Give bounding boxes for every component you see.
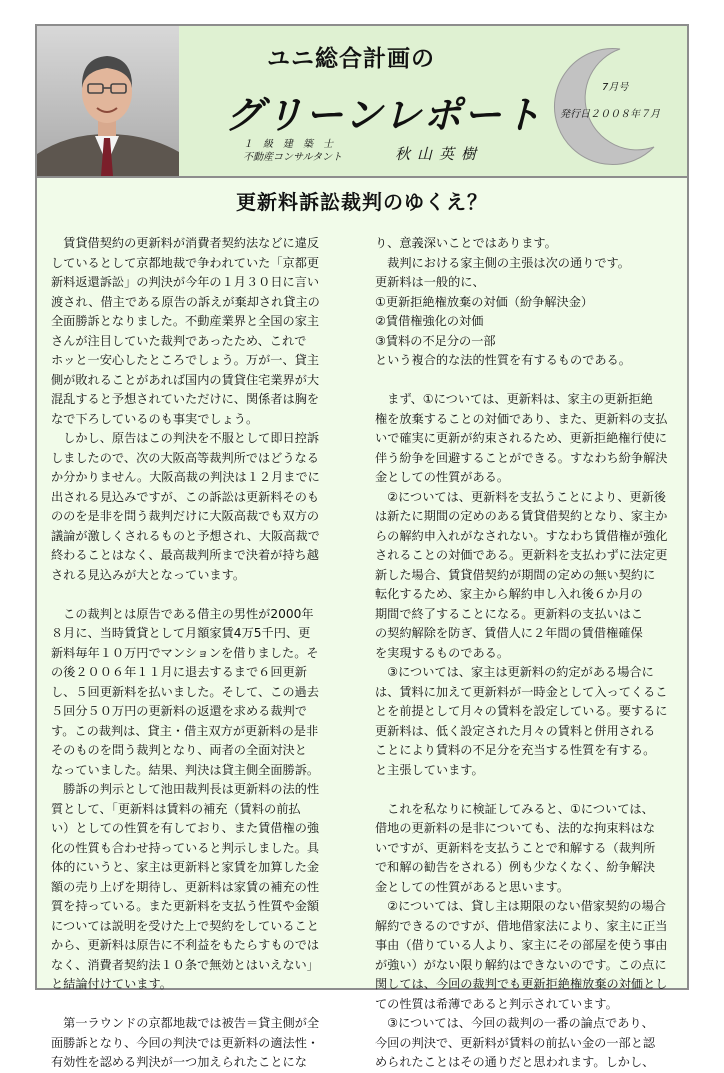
article-text-line: は、賃料に加えて更新料が一時金として入ってくるこ (375, 684, 668, 699)
article-text-line: 有効性を認める判決が一つ加えられたことにな (51, 1055, 307, 1069)
article-text-line: 新した場合、賃貸借契約が期間の定めの無い契約に (375, 567, 656, 582)
newsletter-header (37, 26, 687, 178)
publish-date: 発行日２００８年７月 (560, 109, 660, 120)
article-text-line (51, 995, 361, 1015)
article-text-line: そのものを問う裁判となり、両者の全面対決と (51, 743, 307, 757)
article-text-line: ②賃借権強化の対価 (375, 314, 484, 328)
article-text-line: さんが注目していた裁判であったため、これで (51, 333, 307, 348)
article-text-line: これを私なりに検証してみると、①については、 (375, 801, 654, 816)
article-text-line: されることの対価である。更新料を支払わずに法定更 (375, 548, 668, 562)
article-text-line: この裁判とは原告である借主の男性が2000年 (51, 606, 314, 621)
article-text-line (375, 371, 675, 391)
article-text-line: まず、①については、更新料は、家主の更新拒絶 (375, 392, 653, 406)
article-text-line: ての性質は希薄であると判示されています。 (375, 996, 618, 1011)
article-text-line: については説明を受けた上で契約をしていること (51, 918, 319, 933)
newsletter-title-line2: グリーンレポート (225, 93, 544, 137)
article-text-line: いで確実に更新が約束されるため、更新拒絶権行使に (375, 431, 668, 445)
article-text-line: らの解約申入れがなされない。すなわち賃借権が強化 (375, 528, 668, 543)
article-text-line: 金としての性質があると思います。 (375, 879, 570, 894)
article-text-line: なく、消費者契約法１０条で無効とはいえない」 (51, 957, 319, 972)
author-name: 秋山英樹 (395, 145, 484, 163)
article-text-line: 更新料は一般的に、 (375, 275, 485, 289)
article-text-line: は新たに期間の定めのある賃貸借契約となり、家主か (375, 509, 668, 523)
article-text-line: と結論付けています。 (51, 977, 172, 991)
article-text-line: ②については、更新料を支払うことにより、更新後 (375, 489, 666, 504)
article-text-line: す。この裁判は、貸主・借主双方が更新料の是非 (51, 723, 319, 738)
article-text-line: 裁判における家主側の主張は次の通りです。 (375, 255, 630, 270)
article-text-line: ５回分５０万円の更新料の返還を求める裁判で (51, 704, 307, 718)
article-text-line: なで下ろしているのも事実でしょう。 (51, 411, 259, 426)
article-text-line: 賃貸借契約の更新料が消費者契約法などに違反 (51, 236, 320, 250)
article-text-line: 伴う紛争を回避することができる。すなわち紛争解決 (375, 450, 668, 465)
article-right-column (375, 234, 675, 1073)
article-text-line: められたことはその通りだと思われます。しかし、 (375, 1055, 655, 1069)
article-text-line: 面勝訴となり、今回の判決では更新料の適法性・ (51, 1035, 320, 1050)
article-text-line: 権を放棄することの対価であり、また、更新料の支払 (375, 411, 668, 426)
article-text-line: という複合的な法的性質を有するものである。 (375, 353, 631, 367)
article-text-line: から、更新料は原告に不利益をもたらすものでは (51, 938, 320, 952)
article-text-line: の後２００６年１１月に退去するまで６回更新 (51, 665, 307, 679)
article-text-line: 新料毎年１０万円でマンションを借りました。そ (51, 645, 319, 660)
article-text-line: 質を持っている。また更新料を支払う性質や金額 (51, 899, 320, 913)
article-text-line: 関しては、今回の裁判でも更新拒絶権放棄の対価とし (375, 977, 668, 991)
article-text-line: 議論が激しくされるものと予想され、大阪高裁で (51, 528, 320, 543)
article-text-line: と主張しています。 (375, 762, 484, 777)
article-text-line: 解約できるのですが、借地借家法により、家主に正当 (375, 918, 668, 933)
article-text-line: を実現するものである。 (375, 645, 510, 660)
article-text-line: 終わることはなく、最高裁判所まで決着が持ち越 (51, 548, 319, 562)
article-text-line: 更新料は、低く設定された月々の賃料と併用される (375, 723, 656, 738)
article-text-line: ③については、今回の裁判の一番の論点であり、 (375, 1016, 654, 1030)
article-text-line: か分かりません。大阪高裁の判決は１２月までに (51, 470, 320, 484)
article-text-line: 金としての性質がある。 (375, 470, 510, 484)
article-text-line: り、意義深いことではあります。 (375, 236, 557, 250)
article-text-line: 事由（借りている人より、家主にその部屋を使う事由 (375, 938, 668, 952)
article-text-line: 全面勝訴となりました。不動産業界と全国の家主 (51, 314, 320, 328)
crescent-moon-icon (542, 41, 657, 166)
article-text-line: ホッと一安心したところでしょう。万が一、貸主 (51, 353, 320, 367)
article-text-line: ②については、貸し主は期限のない借家契約の場合 (375, 899, 666, 913)
credential-consultant: 不動産コンサルタント (243, 152, 343, 163)
newsletter-page (35, 24, 689, 1069)
author-photo (37, 26, 179, 176)
article-text-line: 側が敗れることがあれば国内の賃貸住宅業界が大 (51, 372, 320, 387)
article-text-line: 体的にいうと、家主は更新料と家賃を加算した金 (51, 860, 320, 874)
article-text-line: 期間で終了することになる。更新料の支払いはこ (375, 606, 644, 621)
article-text-line: 第一ラウンドの京都地裁では被告＝貸主側が全 (51, 1016, 320, 1030)
article-text-line: で和解の勧告をされる）例も少なくなく、紛争解決 (375, 860, 656, 874)
article-text-line: 混乱すると予想されていただけに、関係者は胸を (51, 392, 320, 406)
article-text-line: ことにより賃料の不足分を充当する性質を有する。 (375, 743, 656, 757)
article-text-line (51, 585, 361, 605)
author-credentials (243, 138, 342, 164)
article-text-line: 渡され、借主である原告の訴えが棄却され貸主の (51, 294, 320, 309)
article-text-line: される見込みが大となっています。 (51, 567, 246, 582)
article-left-column (51, 234, 361, 1073)
article-text-line: の契約解除を防ぎ、賃借人に２年間の賃借権確保 (375, 626, 643, 640)
article-text-line: し、５回更新料を払いました。そして、この過去 (51, 684, 319, 699)
article-text-line: ののを是非を問う裁判だけに大阪高裁でも双方の (51, 509, 320, 523)
article-text-line: 勝訴の判示として池田裁判長は更新料の法的性 (51, 782, 320, 796)
article-text-line: しているとして京都地裁で争われていた「京都更 (51, 255, 320, 270)
article-text-line: 今回の判決で、更新料が賃料の前払い金の一部と認 (375, 1035, 656, 1050)
article-text-line: なっていました。結果、判決は貸主側全面勝訴。 (51, 762, 320, 777)
article-text-line: 質として、「更新料は賃料の補充（賃料の前払 (51, 801, 301, 816)
article-text-line: ③賃料の不足分の一部 (375, 333, 496, 348)
article-text-line: いですが、更新料を支払うことで和解する（裁判所 (375, 840, 656, 855)
article-text-line: ③については、家主は更新料の約定がある場合に (375, 665, 654, 679)
article-text-line: 額の売り上げを期待し、更新料は家賃の補充の性 (51, 879, 320, 894)
article-text-line: しましたので、次の大阪高等裁判所ではどうなる (51, 450, 319, 465)
article-text-line: 転化するため、家主から解約申し入れ後６か月の (375, 587, 643, 601)
article-text-line: 新料返還訴訟」の判決が今年の１月３０日に言い (51, 275, 320, 289)
credential-architect: １ 級 建 築 士 (243, 139, 333, 150)
article-text-line: ８月に、当時賃貸として月額家賃4万5千円、更 (51, 626, 311, 640)
article-headline: 更新料訴訟裁判のゆくえ？ (236, 190, 488, 214)
article-text-line (375, 780, 675, 800)
article-text-line: 借地の更新料の是非についても、法的な拘束料はな (375, 821, 656, 835)
article-text-line: が強い）がない限り解約はできないのです。この点に (375, 957, 667, 972)
article-text-line: とを前提として月々の賃料を設定している。要するに (375, 704, 668, 718)
article-text-line: 出される見込みですが、この訴訟は更新料そのも (51, 489, 320, 504)
article-text-line: ①更新拒絶権放棄の対価（紛争解決金） (375, 294, 594, 309)
newsletter-title-line1: ユニ総合計画の (267, 46, 435, 72)
article-text-line: しかし、原告はこの判決を不服として即日控訴 (51, 431, 320, 445)
article-text-line: い）としての性質を有しており、また賃借権の強 (51, 821, 320, 835)
article-text-line: 化の性質も合わせ持っていると判示しました。具 (51, 840, 320, 855)
issue-label: 7月号 (602, 82, 629, 93)
